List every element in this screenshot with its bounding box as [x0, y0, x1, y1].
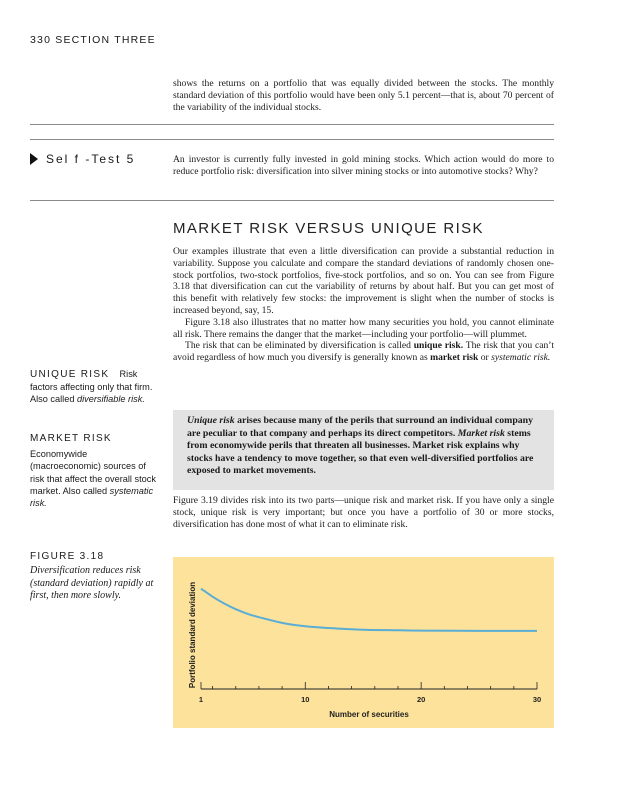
running-head: 330 SECTION THREE — [30, 34, 156, 46]
paragraph-2: Figure 3.18 also illustrates that no matter how many securities you hold, you cannot eliminate all risk. There remains the danger that the market—including your portfolio—will plummet. — [173, 316, 554, 340]
callout-text-2: stems from economywide perils that threaten all businesses. Market risk explains why stocks have a tendency to move together, so that even well-diversified portfolios are exposed to market movements. — [187, 427, 534, 477]
glossary-def-market-risk: Economywide (macroeconomic) sources of risk that affect the overall stock market. Also called — [30, 449, 156, 496]
paragraph-3 — [173, 340, 554, 364]
section-body — [173, 246, 554, 364]
term-market-risk: market risk — [430, 352, 479, 364]
figure-label: FIGURE 3.18 — [30, 551, 105, 562]
intro-text: shows the returns on a portfolio that was equally divided between the stocks. The monthly standard deviation of this portfolio would have been only 5.1 percent—that is, about 70 percent of the variability of the individual stocks. — [173, 78, 554, 113]
glossary-market-risk — [30, 433, 158, 509]
self-test-label: Sel f -Test 5 — [46, 152, 136, 166]
y-axis-label: Portfolio standard deviation — [188, 581, 197, 689]
divider-self-test-bottom — [30, 200, 554, 201]
term-unique-risk: unique risk. — [413, 340, 464, 352]
glossary-unique-risk — [30, 368, 158, 406]
para3-part-a: The risk that can be eliminated by diversification is called — [185, 340, 414, 352]
divider-top — [30, 124, 554, 125]
self-test-question — [173, 154, 554, 178]
intro-paragraph — [173, 78, 554, 113]
term-systematic-risk: systematic risk. — [491, 352, 551, 364]
x-tick-label: 1 — [198, 695, 204, 704]
callout-term-unique: Unique risk — [187, 415, 235, 426]
paragraph-1: Our examples illustrate that even a little diversification can provide a substantial reduction in variability. Suppose you calculate and compare the standard deviations of randomly chosen one-stock portfolios, two-stock portfolios, five-stock portfolios, and so on. You can see from Figure 3.18 that diversification can cut the variability of returns by about half. But you can get most of this benefit with relatively few stocks: the improvement is slight when the number of stocks is increased beyond, say, 15. — [173, 246, 554, 316]
paragraph-4: Figure 3.19 divides risk into its two parts—unique risk and market risk. If you have only a single stock, unique risk is very important; but once you have a portfolio of 30 or more stocks, diversification has done most of what it can to eliminate risk. — [173, 495, 554, 530]
x-tick-label: 10 — [301, 695, 310, 704]
divider-self-test-top — [30, 139, 554, 140]
section-body-continued — [173, 495, 554, 530]
glossary-def-unique-risk: Risk factors affecting only that firm. Also called — [30, 369, 153, 405]
glossary-alt-unique-risk: diversifiable risk. — [76, 394, 145, 405]
glossary-term-market-risk: MARKET RISK — [30, 433, 112, 444]
glossary-term-unique-risk: UNIQUE RISK — [30, 369, 110, 380]
x-tick-label: 20 — [416, 695, 426, 704]
self-test-heading — [30, 152, 135, 166]
section-title: MARKET RISK VERSUS UNIQUE RISK — [173, 220, 484, 237]
triangle-bullet-icon — [30, 153, 38, 165]
key-idea-callout — [173, 410, 554, 490]
x-tick-label: 30 — [532, 695, 542, 704]
para3-part-b: The risk that you can’t avoid regardless of how much you diversify is generally known as — [173, 340, 554, 364]
glossary-alt-market-risk: systematic risk. — [30, 485, 154, 509]
chart-panel — [173, 557, 554, 728]
para3-part-c: or — [478, 352, 492, 364]
chart-svg — [173, 557, 554, 728]
x-ticks — [199, 682, 541, 704]
series-line — [201, 589, 537, 631]
figure-caption: Diversification reduces risk (standard deviation) rapidly at first, then more slowly. — [30, 565, 154, 602]
callout-text-1: arises because many of the perils that surround an individual company are peculiar to that company and perhaps its direct competitors. — [187, 415, 534, 439]
self-test-question-text: An investor is currently fully invested in gold mining stocks. Which action would do more to reduce portfolio risk: diversification into silver mining stocks or into automotive stocks? Why? — [173, 154, 554, 177]
x-axis-label: Number of securities — [329, 710, 409, 719]
callout-term-market: Market risk — [457, 427, 505, 439]
